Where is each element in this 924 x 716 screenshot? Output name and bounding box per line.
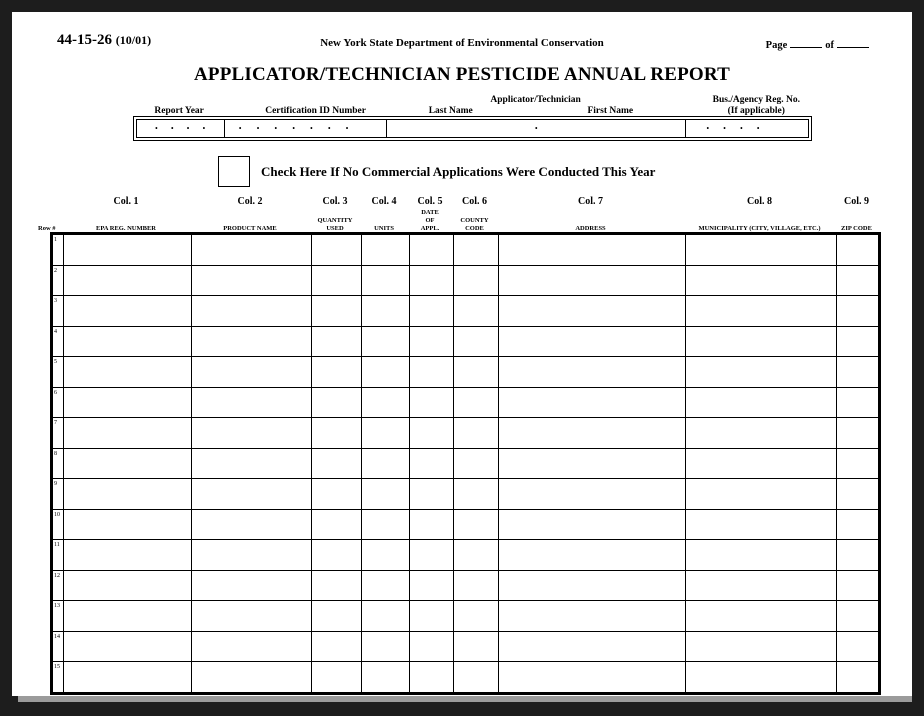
cell-address[interactable] — [499, 326, 686, 357]
cell-zip-code[interactable] — [837, 479, 880, 510]
cell-quantity-used[interactable] — [312, 601, 362, 632]
column-subheader-zip-code: ZIP CODE — [841, 224, 872, 232]
table-row — [52, 326, 880, 357]
cell-municipality[interactable] — [686, 234, 837, 266]
separator-dot: • — [706, 123, 710, 133]
cell-quantity-used[interactable] — [312, 357, 362, 388]
column-subheader-municipality: MUNICIPALITY (CITY, VILLAGE, ETC.) — [698, 224, 821, 232]
cell-units[interactable] — [362, 540, 410, 571]
cell-units[interactable] — [362, 357, 410, 388]
cell-county-code[interactable] — [454, 662, 499, 694]
table-row — [52, 601, 880, 632]
identification-strip-border — [133, 116, 812, 141]
cell-zip-code[interactable] — [837, 265, 880, 296]
cell-municipality[interactable] — [686, 357, 837, 388]
cell-epa-reg-number[interactable] — [64, 418, 192, 449]
separator-dot: • — [155, 123, 158, 133]
cell-product-name[interactable] — [192, 234, 312, 266]
cell-municipality[interactable] — [686, 387, 837, 418]
report-year-label: Report Year — [154, 106, 204, 116]
cell-epa-reg-number[interactable] — [64, 387, 192, 418]
cell-units[interactable] — [362, 418, 410, 449]
cell-zip-code[interactable] — [837, 570, 880, 601]
cell-product-name[interactable] — [192, 357, 312, 388]
certification-id-label: Certification ID Number — [265, 106, 367, 116]
table-row — [52, 540, 880, 571]
cell-municipality[interactable] — [686, 570, 837, 601]
cell-quantity-used[interactable] — [312, 296, 362, 327]
cell-municipality[interactable] — [686, 265, 837, 296]
separator-dot: • — [256, 123, 260, 133]
table-row — [52, 387, 880, 418]
cell-date-of-appl[interactable] — [410, 570, 454, 601]
separator-dot: • — [238, 123, 242, 133]
separator-dot: • — [345, 123, 349, 133]
cell-quantity-used[interactable] — [312, 479, 362, 510]
cell-epa-reg-number[interactable] — [64, 570, 192, 601]
page-number-blank[interactable] — [790, 36, 822, 48]
cell-date-of-appl[interactable] — [410, 509, 454, 540]
cell-units[interactable] — [362, 662, 410, 694]
cell-units[interactable] — [362, 387, 410, 418]
cell-zip-code[interactable] — [837, 448, 880, 479]
cell-product-name[interactable] — [192, 662, 312, 694]
cell-zip-code[interactable] — [837, 234, 880, 266]
bus-agency-label: Bus./Agency Reg. No. — [712, 95, 800, 105]
row-number: 8 — [52, 448, 64, 479]
cell-zip-code[interactable] — [837, 509, 880, 540]
report-table — [50, 232, 881, 695]
cell-address[interactable] — [499, 265, 686, 296]
cell-municipality[interactable] — [686, 296, 837, 327]
separator-dot: • — [739, 123, 743, 133]
cell-county-code[interactable] — [454, 448, 499, 479]
cell-county-code[interactable] — [454, 357, 499, 388]
cell-quantity-used[interactable] — [312, 448, 362, 479]
cell-county-code[interactable] — [454, 234, 499, 266]
cell-units[interactable] — [362, 601, 410, 632]
row-number: 3 — [52, 296, 64, 327]
column-label-quantity-used: Col. 3 — [322, 196, 348, 207]
cell-municipality[interactable] — [686, 326, 837, 357]
cell-address[interactable] — [499, 448, 686, 479]
cell-product-name[interactable] — [192, 326, 312, 357]
cell-units[interactable] — [362, 570, 410, 601]
cell-municipality[interactable] — [686, 631, 837, 662]
cell-address[interactable] — [499, 540, 686, 571]
cell-county-code[interactable] — [454, 570, 499, 601]
cell-date-of-appl[interactable] — [410, 357, 454, 388]
cell-epa-reg-number[interactable] — [64, 448, 192, 479]
report-table-area — [38, 196, 890, 695]
cell-product-name[interactable] — [192, 387, 312, 418]
row-number: 2 — [52, 265, 64, 296]
page-of — [766, 36, 872, 51]
applicator-technician-label: Applicator/Technician — [490, 95, 581, 105]
row-number: 10 — [52, 509, 64, 540]
cell-quantity-used[interactable] — [312, 234, 362, 266]
cell-epa-reg-number[interactable] — [64, 326, 192, 357]
cell-quantity-used[interactable] — [312, 265, 362, 296]
cell-date-of-appl[interactable] — [410, 418, 454, 449]
of-label: of — [825, 40, 834, 51]
cell-product-name[interactable] — [192, 265, 312, 296]
cell-quantity-used[interactable] — [312, 570, 362, 601]
row-number-header-spacer — [50, 196, 62, 209]
separator-dot: • — [756, 123, 760, 133]
separator-dot: • — [310, 123, 313, 133]
cell-zip-code[interactable] — [837, 326, 880, 357]
cell-address[interactable] — [499, 509, 686, 540]
no-commercial-row — [218, 156, 655, 187]
cell-quantity-used[interactable] — [312, 326, 362, 357]
cell-address[interactable] — [499, 387, 686, 418]
cell-units[interactable] — [362, 448, 410, 479]
cell-epa-reg-number[interactable] — [64, 601, 192, 632]
cell-quantity-used[interactable] — [312, 631, 362, 662]
cell-epa-reg-number[interactable] — [64, 540, 192, 571]
cell-epa-reg-number[interactable] — [64, 631, 192, 662]
table-row — [52, 509, 880, 540]
cell-units[interactable] — [362, 265, 410, 296]
if-applicable-label: (If applicable) — [727, 106, 785, 116]
cell-address[interactable] — [499, 296, 686, 327]
separator-dot: • — [292, 123, 296, 133]
cell-county-code[interactable] — [454, 479, 499, 510]
separator-dot: • — [534, 123, 538, 133]
cell-municipality[interactable] — [686, 509, 837, 540]
cell-zip-code[interactable] — [837, 418, 880, 449]
row-number: 6 — [52, 387, 64, 418]
cell-address[interactable] — [499, 570, 686, 601]
cell-address[interactable] — [499, 662, 686, 694]
column-subheader-product-name: PRODUCT NAME — [223, 224, 277, 232]
separator-dot: • — [202, 123, 206, 133]
cell-zip-code[interactable] — [837, 357, 880, 388]
cell-zip-code[interactable] — [837, 601, 880, 632]
cell-product-name[interactable] — [192, 601, 312, 632]
cell-municipality[interactable] — [686, 662, 837, 694]
separator-dot: • — [723, 123, 726, 133]
cell-municipality[interactable] — [686, 601, 837, 632]
cell-county-code[interactable] — [454, 601, 499, 632]
row-number: 5 — [52, 357, 64, 388]
page-total-blank[interactable] — [837, 36, 869, 48]
column-subheader-date-of-appl: DATE OF APPL. — [420, 209, 440, 232]
cell-date-of-appl[interactable] — [410, 387, 454, 418]
cell-epa-reg-number[interactable] — [64, 296, 192, 327]
cell-product-name[interactable] — [192, 296, 312, 327]
applicator-name-field[interactable] — [387, 120, 686, 137]
column-subheader-county-code: COUNTY CODE — [460, 216, 489, 232]
cell-municipality[interactable] — [686, 448, 837, 479]
cell-zip-code[interactable] — [837, 387, 880, 418]
no-commercial-checkbox[interactable] — [218, 156, 250, 187]
cell-address[interactable] — [499, 479, 686, 510]
cell-epa-reg-number[interactable] — [64, 662, 192, 694]
first-name-label: First Name — [587, 106, 634, 116]
cell-date-of-appl[interactable] — [410, 448, 454, 479]
cell-date-of-appl[interactable] — [410, 326, 454, 357]
cell-date-of-appl[interactable] — [410, 540, 454, 571]
cell-municipality[interactable] — [686, 479, 837, 510]
cell-county-code[interactable] — [454, 418, 499, 449]
cell-county-code[interactable] — [454, 509, 499, 540]
row-number: 1 — [52, 234, 64, 266]
cell-quantity-used[interactable] — [312, 540, 362, 571]
cell-county-code[interactable] — [454, 631, 499, 662]
cell-date-of-appl[interactable] — [410, 662, 454, 694]
cell-municipality[interactable] — [686, 540, 837, 571]
column-label-zip-code: Col. 9 — [844, 196, 869, 207]
column-subheader-address: ADDRESS — [575, 224, 606, 232]
cell-date-of-appl[interactable] — [410, 601, 454, 632]
table-row — [52, 418, 880, 449]
cell-product-name[interactable] — [192, 540, 312, 571]
row-number-header: Row # — [38, 224, 56, 232]
cell-county-code[interactable] — [454, 265, 499, 296]
cell-units[interactable] — [362, 631, 410, 662]
identification-labels — [135, 95, 814, 117]
table-row — [52, 448, 880, 479]
column-subheader-epa-reg-number: EPA REG. NUMBER — [95, 224, 156, 232]
cell-epa-reg-number[interactable] — [64, 357, 192, 388]
cell-epa-reg-number[interactable] — [64, 265, 192, 296]
last-name-label: Last Name — [428, 106, 473, 116]
column-label-date-of-appl: Col. 5 — [417, 196, 443, 207]
cell-quantity-used[interactable] — [312, 387, 362, 418]
column-label-address: Col. 7 — [578, 196, 603, 207]
table-row — [52, 296, 880, 327]
bus-agency-reg-no-field[interactable] — [686, 120, 808, 137]
cell-product-name[interactable] — [192, 509, 312, 540]
table-row — [52, 479, 880, 510]
cell-quantity-used[interactable] — [312, 509, 362, 540]
cell-date-of-appl[interactable] — [410, 234, 454, 266]
row-number: 4 — [52, 326, 64, 357]
cell-municipality[interactable] — [686, 418, 837, 449]
column-label-county-code: Col. 6 — [462, 196, 487, 207]
cell-epa-reg-number[interactable] — [64, 234, 192, 266]
row-number: 7 — [52, 418, 64, 449]
cell-county-code[interactable] — [454, 540, 499, 571]
header-strip — [136, 119, 809, 138]
table-row — [52, 234, 880, 266]
row-number: 13 — [52, 601, 64, 632]
form-number-value: 44-15-26 — [57, 32, 112, 48]
column-subheader-units: UNITS — [374, 224, 394, 232]
column-header-table — [38, 196, 878, 232]
column-subheader-quantity-used: QUANTITY USED — [317, 216, 353, 232]
table-row — [52, 570, 880, 601]
form-title: APPLICATOR/TECHNICIAN PESTICIDE ANNUAL REPORT — [193, 64, 731, 85]
cell-address[interactable] — [499, 631, 686, 662]
cell-units[interactable] — [362, 479, 410, 510]
cell-address[interactable] — [499, 418, 686, 449]
report-year-field[interactable] — [137, 120, 225, 137]
certification-id-field[interactable] — [225, 120, 388, 137]
column-label-municipality: Col. 8 — [747, 196, 772, 207]
cell-quantity-used[interactable] — [312, 662, 362, 694]
row-number: 11 — [52, 540, 64, 571]
row-number: 12 — [52, 570, 64, 601]
cell-county-code[interactable] — [454, 387, 499, 418]
cell-zip-code[interactable] — [837, 631, 880, 662]
cell-date-of-appl[interactable] — [410, 265, 454, 296]
cell-address[interactable] — [499, 357, 686, 388]
table-row — [52, 662, 880, 694]
row-number: 15 — [52, 662, 64, 694]
cell-product-name[interactable] — [192, 418, 312, 449]
separator-dot: • — [170, 123, 174, 133]
cell-county-code[interactable] — [454, 326, 499, 357]
cell-units[interactable] — [362, 296, 410, 327]
form-page — [12, 12, 912, 696]
table-row — [52, 357, 880, 388]
no-commercial-label: Check Here If No Commercial Applications Were Conducted This Year — [261, 163, 656, 179]
cell-product-name[interactable] — [192, 479, 312, 510]
cell-zip-code[interactable] — [837, 662, 880, 694]
cell-date-of-appl[interactable] — [410, 296, 454, 327]
cell-product-name[interactable] — [192, 570, 312, 601]
cell-zip-code[interactable] — [837, 540, 880, 571]
separator-dot: • — [186, 123, 190, 133]
separator-dot: • — [327, 123, 331, 133]
cell-product-name[interactable] — [192, 631, 312, 662]
cell-date-of-appl[interactable] — [410, 479, 454, 510]
cell-address[interactable] — [499, 234, 686, 266]
column-label-epa-reg-number: Col. 1 — [113, 196, 139, 207]
form-revision: (10/01) — [115, 33, 152, 47]
table-row — [52, 631, 880, 662]
cell-units[interactable] — [362, 234, 410, 266]
cell-units[interactable] — [362, 509, 410, 540]
cell-date-of-appl[interactable] — [410, 631, 454, 662]
cell-zip-code[interactable] — [837, 296, 880, 327]
column-label-product-name: Col. 2 — [237, 196, 263, 207]
agency-name: New York State Department of Environmental Conservation — [320, 37, 604, 49]
cell-product-name[interactable] — [192, 448, 312, 479]
cell-address[interactable] — [499, 601, 686, 632]
table-row — [52, 265, 880, 296]
cell-epa-reg-number[interactable] — [64, 479, 192, 510]
page-label: Page — [765, 40, 788, 51]
cell-county-code[interactable] — [454, 296, 499, 327]
row-number: 9 — [52, 479, 64, 510]
cell-quantity-used[interactable] — [312, 418, 362, 449]
cell-epa-reg-number[interactable] — [64, 509, 192, 540]
column-label-units: Col. 4 — [371, 196, 397, 207]
row-number: 14 — [52, 631, 64, 662]
separator-dot: • — [274, 123, 278, 133]
cell-units[interactable] — [362, 326, 410, 357]
